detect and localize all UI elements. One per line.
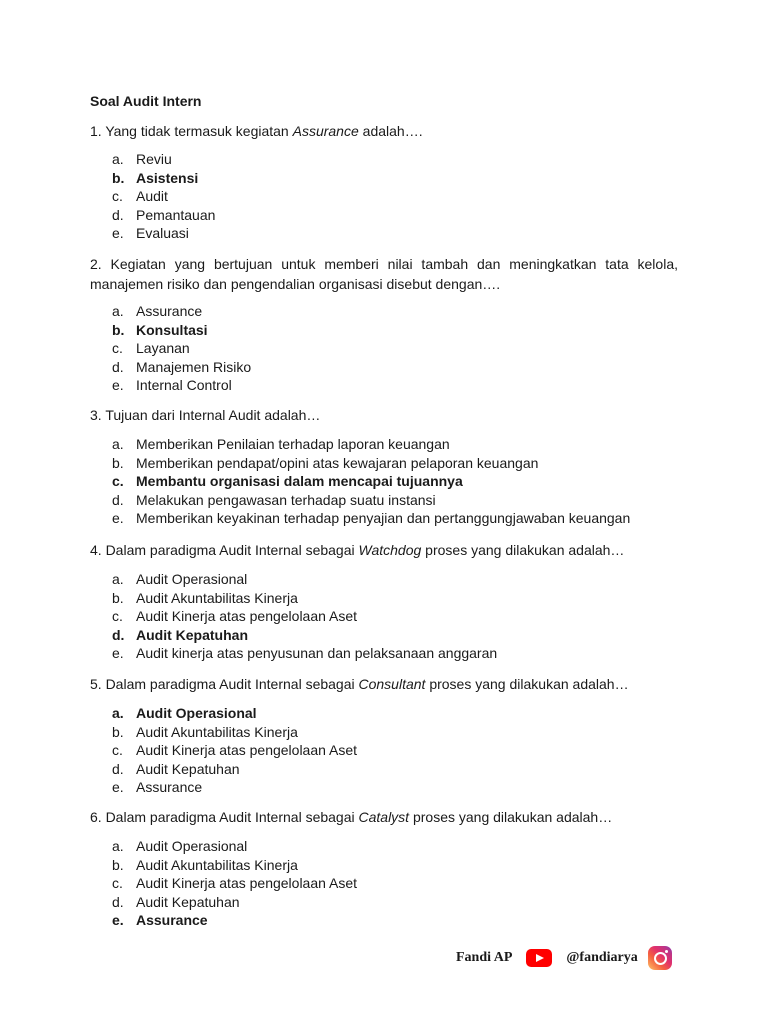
option-6a: a. Audit Operasional [112, 838, 248, 854]
options-list-2 [112, 302, 251, 395]
option-3d: d. Melakukan pengawasan terhadap suatu instansi [112, 491, 436, 508]
question-5 [90, 674, 678, 694]
question-text: 6. Dalam paradigma Audit Internal sebagai Catalyst proses yang dilakukan adalah… [90, 809, 613, 825]
option-2b: b. Konsultasi [112, 321, 208, 338]
question-6 [90, 807, 678, 827]
question-text: 3. Tujuan dari Internal Audit adalah… [90, 407, 321, 423]
options-list-6 [112, 837, 357, 930]
option-3e: e. Memberikan keyakinan terhadap penyajian dan pertanggungjawaban keuangan [112, 510, 631, 527]
option-2c: c. Layanan [112, 340, 190, 357]
option-3a: a. Memberikan Penilaian terhadap laporan keuangan [112, 436, 450, 452]
question-3 [90, 405, 678, 425]
option-3b: b. Memberikan pendapat/opini atas kewajaran pelaporan keuangan [112, 454, 539, 471]
option-6e: e. Assurance [112, 912, 208, 929]
option-6c: c. Audit Kinerja atas pengelolaan Aset [112, 875, 358, 892]
option-3c: c. Membantu organisasi dalam mencapai tujuannya [112, 473, 463, 490]
option-4e: e. Audit kinerja atas penyusunan dan pelaksanaan anggaran [112, 645, 498, 662]
option-6d: d. Audit Kepatuhan [112, 893, 240, 910]
option-5d: d. Audit Kepatuhan [112, 760, 240, 777]
option-5e: e. Assurance [112, 779, 203, 796]
options-list-3 [112, 435, 630, 528]
instagram-icon [648, 946, 672, 970]
option-1d: d. Pemantauan [112, 206, 216, 223]
options-list-1 [112, 150, 215, 243]
question-4 [90, 540, 678, 560]
options-list-4 [112, 570, 497, 663]
option-4c: c. Audit Kinerja atas pengelolaan Aset [112, 608, 358, 625]
option-1b: b. Asistensi [112, 169, 199, 186]
option-5a: a. Audit Operasional [112, 705, 257, 721]
option-4b: b. Audit Akuntabilitas Kinerja [112, 589, 298, 606]
page-title: Soal Audit Intern [90, 93, 202, 109]
question-2 [90, 254, 678, 294]
option-4a: a. Audit Operasional [112, 571, 248, 587]
question-text: 5. Dalam paradigma Audit Internal sebagai Consultant proses yang dilakukan adalah… [90, 676, 629, 692]
option-6b: b. Audit Akuntabilitas Kinerja [112, 856, 298, 873]
option-4d: d. Audit Kepatuhan [112, 626, 248, 643]
social-handle: @fandiarya [566, 950, 638, 965]
option-2e: e. Internal Control [112, 377, 232, 394]
option-5b: b. Audit Akuntabilitas Kinerja [112, 723, 298, 740]
option-5c: c. Audit Kinerja atas pengelolaan Aset [112, 742, 358, 759]
option-2a: a. Assurance [112, 303, 203, 319]
question-text: 2. Kegiatan yang bertujuan untuk memberi nilai tambah dan meningkatkan tata kelola, manajemen risiko dan pengendalian organisasi disebut dengan…. [90, 256, 678, 292]
question-text: 4. Dalam paradigma Audit Internal sebagai Watchdog proses yang dilakukan adalah… [90, 542, 625, 558]
question-text: 1. Yang tidak termasuk kegiatan Assurance adalah…. [90, 123, 423, 139]
option-1a: a. Reviu [112, 151, 172, 167]
option-1e: e. Evaluasi [112, 225, 189, 242]
option-1c: c. Audit [112, 188, 168, 205]
footer [456, 944, 672, 972]
option-2d: d. Manajemen Risiko [112, 358, 252, 375]
youtube-icon [526, 949, 552, 967]
options-list-5 [112, 704, 357, 797]
author-name: Fandi AP [456, 950, 513, 965]
question-1 [90, 121, 678, 141]
